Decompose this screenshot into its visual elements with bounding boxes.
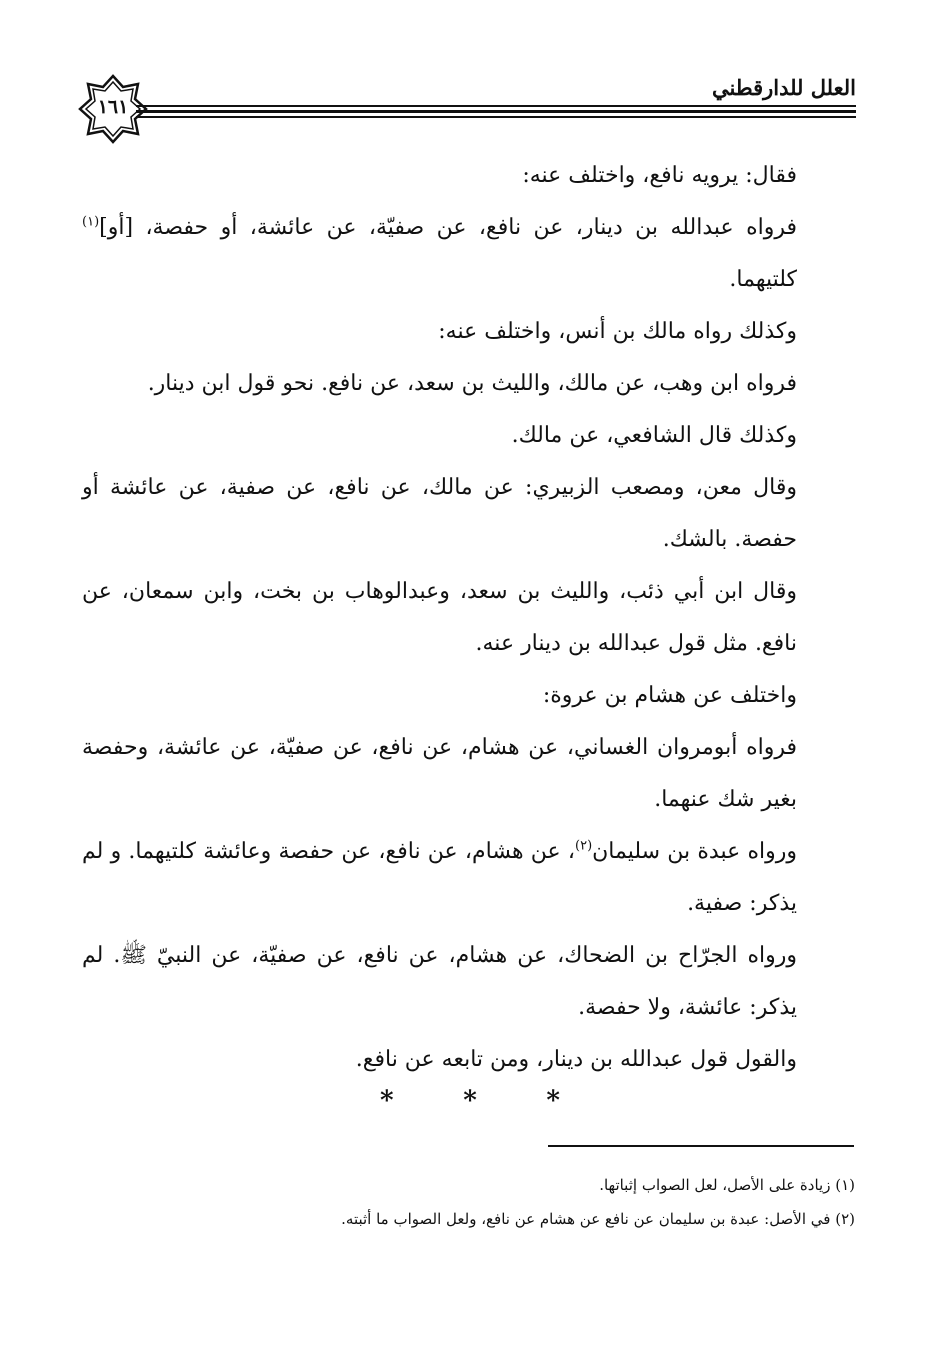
- paragraph-6: وقال معن، ومصعب الزبيري: عن مالك، عن نافع، عن صفية، عن عائشة أو حفصة. بالشك.: [82, 475, 797, 552]
- paragraph-1: فقال: يرويه نافع، واختلف عنه:: [522, 163, 797, 188]
- paragraph-9: فرواه أبومروان الغساني، عن هشام، عن نافع، عن صفيّة، عن عائشة، وحفصة بغير شك عنهما.: [82, 735, 797, 812]
- footnote-ref-2: (٢): [575, 838, 593, 854]
- footnotes: [120, 1168, 855, 1236]
- paragraph-2-tail: كلتيهما.: [729, 267, 797, 292]
- footnote-divider: [548, 1145, 854, 1147]
- paragraph-10: [82, 826, 857, 930]
- separator-star: *: [380, 1086, 394, 1116]
- paragraph-5: وكذلك قال الشافعي، عن مالك.: [511, 423, 797, 448]
- paragraph-10-tail: ، عن هشام، عن نافع، عن حفصة وعائشة كلتيهما. و لم يذكر: صفية.: [82, 839, 797, 916]
- paragraph-8: واختلف عن هشام بن عروة:: [542, 683, 797, 708]
- paragraph-11: ورواه الجرّاح بن الضحاك، عن هشام، عن نافع، عن صفيّة، عن النبيّ ﷺ. لم يذكر: عائشة، ولا حفصة.: [82, 943, 797, 1020]
- separator-star: *: [463, 1086, 477, 1116]
- paragraph-2: [82, 202, 857, 306]
- section-separator: [380, 1086, 560, 1116]
- page-header: [78, 74, 856, 144]
- paragraph-2-text: فرواه عبدالله بن دينار، عن نافع، عن صفيّة، عن عائشة، أو حفصة، [أو]: [99, 215, 797, 240]
- body-text: [82, 150, 857, 1086]
- paragraph-10-text: ورواه عبدة بن سليمان: [592, 839, 797, 864]
- footnote-1: (١) زيادة على الأصل، لعل الصواب إثباتها.: [599, 1176, 855, 1194]
- paragraph-4: فرواه ابن وهب، عن مالك، والليث بن سعد، عن نافع. نحو قول ابن دينار.: [147, 371, 797, 396]
- paragraph-12: والقول قول عبدالله بن دينار، ومن تابعه عن نافع.: [355, 1047, 797, 1072]
- book-title: العلل للدارقطني: [704, 74, 856, 102]
- page-number: ١٦١: [97, 96, 129, 118]
- footnote-2: (٢) في الأصل: عبدة بن سليمان عن نافع عن هشام عن نافع، ولعل الصواب ما أثبته.: [341, 1210, 855, 1228]
- separator-star: *: [546, 1086, 560, 1116]
- paragraph-7: وقال ابن أبي ذئب، والليث بن سعد، وعبدالوهاب بن بخت، وابن سمعان، عن نافع. مثل قول عبدالله بن دينار عنه.: [82, 579, 797, 656]
- header-rule: [136, 105, 856, 119]
- footnote-ref-1: (١): [82, 214, 100, 230]
- paragraph-3: وكذلك رواه مالك بن أنس، واختلف عنه:: [438, 319, 797, 344]
